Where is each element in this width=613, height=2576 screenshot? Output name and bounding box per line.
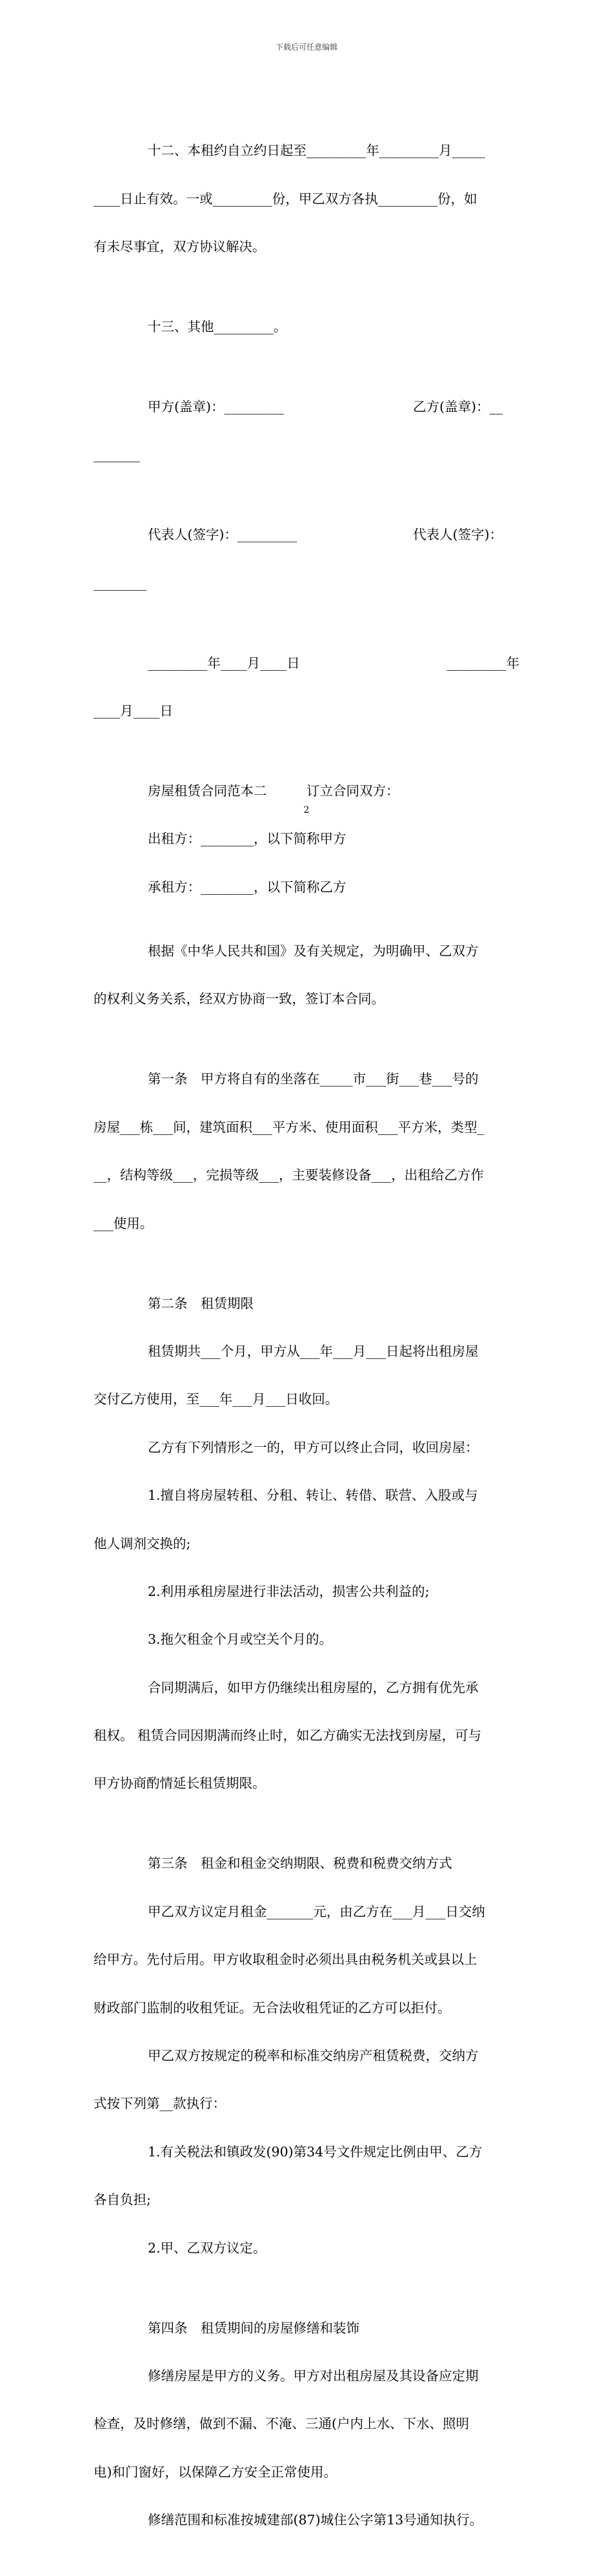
text-line — [94, 1680, 519, 1696]
article-2-text: 合同期满后，如甲方仍继续出租房屋的，乙方拥有优先承 — [148, 1679, 479, 1695]
text-line — [94, 1584, 519, 1600]
article-2-text: 租权。 租赁合同因期满而终止时，如乙方确实无法找到房屋，可与 — [94, 1728, 482, 1744]
article-4-text: 电)和门窗好，以保障乙方安全正常使用。 — [94, 2464, 337, 2480]
text-line — [94, 1391, 519, 1407]
text-line — [94, 2000, 519, 2016]
party-b-date-field: _________年 — [447, 655, 519, 671]
text-line — [94, 1487, 519, 1504]
article-1-text: ___使用。 — [94, 1215, 154, 1231]
article-2-list-item: 2.利用承租房屋进行非法活动，损害公共利益的; — [148, 1583, 430, 1599]
text-line — [94, 1952, 519, 1968]
text-line — [94, 1728, 519, 1744]
text-line — [94, 943, 519, 959]
text-line — [94, 1855, 519, 1872]
text-line — [94, 319, 519, 335]
article-1-text: __，结构等级___，完损等级___，主要装修设备___，出租给乙方作 — [94, 1167, 484, 1183]
article-2-list-item: 1.擅自将房屋转租、分租、转让、转借、联营、入股或与 — [148, 1487, 478, 1504]
article-3-text: 财政部门监制的收租凭证。无合法收租凭证的乙方可以拒付。 — [94, 1999, 451, 2016]
text-line — [94, 1440, 519, 1456]
text-line — [94, 2192, 519, 2208]
text-line — [94, 1216, 519, 1232]
article-4-text: 修缮范围和标准按城建部(87)城住公字第13号通知执行。 — [148, 2512, 483, 2528]
article-2-text: 交付乙方使用，至___年___月___日收回。 — [94, 1391, 339, 1407]
text-line — [94, 831, 519, 847]
contract-two-title: 房屋租赁合同范本二 — [148, 783, 267, 799]
lessee-field: 承租方：________，以下简称乙方 — [148, 879, 347, 895]
article-2-list-item: 他人调剂交换的; — [94, 1535, 191, 1551]
party-a-seal-field: 甲方(盖章)：_________ — [148, 398, 284, 414]
article-2-title: 第二条 租赁期限 — [148, 1295, 254, 1311]
article-3-title: 第三条 租金和租金交纳期限、税费和税费交纳方式 — [148, 1855, 452, 1872]
article-3-text: 式按下列第__款执行： — [94, 2096, 226, 2112]
party-b-representative-field: 代表人(签字)： — [413, 527, 503, 543]
article-4-text: 修缮房屋是甲方的义务。甲方对出租房屋及其设备应定期 — [148, 2367, 479, 2384]
contract-parties-label: 订立合同双方： — [306, 783, 399, 799]
document-body — [94, 79, 519, 2576]
article-1-text: 房屋___栋___间，建筑面积___平方米、使用面积___平方米，类型_ — [94, 1119, 484, 1135]
party-a-representative-field: 代表人(签字)：_________ — [148, 527, 297, 543]
party-b-seal-field: 乙方(盖章)：__ — [413, 398, 503, 414]
article-2-text: 租赁期共___个月，甲方从___年___月___日起将出租房屋 — [148, 1343, 479, 1359]
article-4-title: 第四条 租赁期间的房屋修缮和装饰 — [148, 2320, 359, 2336]
article-4-text: 检查，及时修缮，做到不漏、不淹、三通(户内上水、下水、照明 — [94, 2416, 469, 2432]
signature-line — [94, 399, 519, 415]
article-3-text: 甲乙双方议定月租金_______元，由乙方在___月___日交纳 — [148, 1903, 485, 1919]
date-line — [94, 703, 519, 719]
clause-12-text: 十二、本租约自立约日起至_________年_________月_____ — [148, 143, 485, 159]
text-line — [94, 1904, 519, 1920]
article-1-text: 第一条 甲方将自有的坐落在_____市___街___巷___号的 — [148, 1071, 479, 1087]
clause-12-text: ____日止有效。一或_________份，甲乙双方各执_________份，如 — [94, 190, 477, 207]
page-header-note: 下载后可任意编辑 — [275, 43, 337, 52]
clause-12-text: 有未尽事宜，双方协议解决。 — [94, 238, 266, 254]
article-2-list-item: 3.拖欠租金个月或空关个月的。 — [148, 1631, 333, 1648]
text-line — [94, 1344, 519, 1360]
text-line — [94, 1631, 519, 1648]
party-b-representative-blank: ________ — [94, 575, 146, 591]
text-line — [94, 2240, 519, 2256]
text-line — [94, 1775, 519, 1792]
text-line — [94, 1119, 519, 1136]
text-line — [94, 783, 519, 799]
preamble-text: 根据《中华人民共和国》及有关规定，为明确甲、乙双方 — [148, 943, 479, 959]
text-line — [94, 1167, 519, 1183]
article-2-text: 甲方协商酌情延长租赁期限。 — [94, 1775, 266, 1792]
text-line — [94, 143, 519, 159]
signature-line — [94, 447, 519, 463]
text-line — [94, 1296, 519, 1312]
page-number: 2 — [303, 805, 310, 815]
clause-13-text: 十三、其他_________。 — [148, 318, 287, 334]
text-line — [94, 191, 519, 207]
text-line — [94, 2048, 519, 2064]
text-line — [94, 2096, 519, 2112]
article-3-text: 甲乙双方按规定的税率和标准交纳房产租赁税费，交纳方 — [148, 2048, 479, 2064]
text-line — [94, 2320, 519, 2336]
article-3-list-item: 1.有关税法和镇政发(90)第34号文件规定比例由甲、乙方 — [148, 2143, 483, 2160]
text-line — [94, 2368, 519, 2384]
signature-line — [94, 527, 519, 543]
text-line — [94, 1071, 519, 1087]
party-b-seal-blank: _______ — [94, 447, 140, 463]
article-2-text: 乙方有下列情形之一的，甲方可以终止合同，收回房屋： — [148, 1439, 479, 1455]
article-3-text: 给甲方。先付后用。甲方收取租金时必须出具由税务机关或县以上 — [94, 1952, 477, 1968]
article-3-list-item: 2.甲、乙双方议定。 — [148, 2240, 266, 2256]
party-b-date-blank: ____月____日 — [94, 703, 173, 719]
preamble-text: 的权利义务关系，经双方协商一致，签订本合同。 — [94, 991, 385, 1007]
text-line — [94, 239, 519, 255]
text-line — [94, 1536, 519, 1552]
text-line — [94, 2416, 519, 2432]
date-line — [94, 655, 519, 671]
text-line — [94, 2144, 519, 2160]
text-line — [94, 879, 519, 895]
signature-line — [94, 575, 519, 591]
lessor-field: 出租方：________，以下简称甲方 — [148, 831, 347, 847]
article-3-list-item: 各自负担; — [94, 2192, 151, 2208]
party-a-date-field: _________年____月____日 — [148, 655, 300, 671]
text-line — [94, 2512, 519, 2528]
text-line — [94, 2464, 519, 2480]
text-line — [94, 991, 519, 1007]
